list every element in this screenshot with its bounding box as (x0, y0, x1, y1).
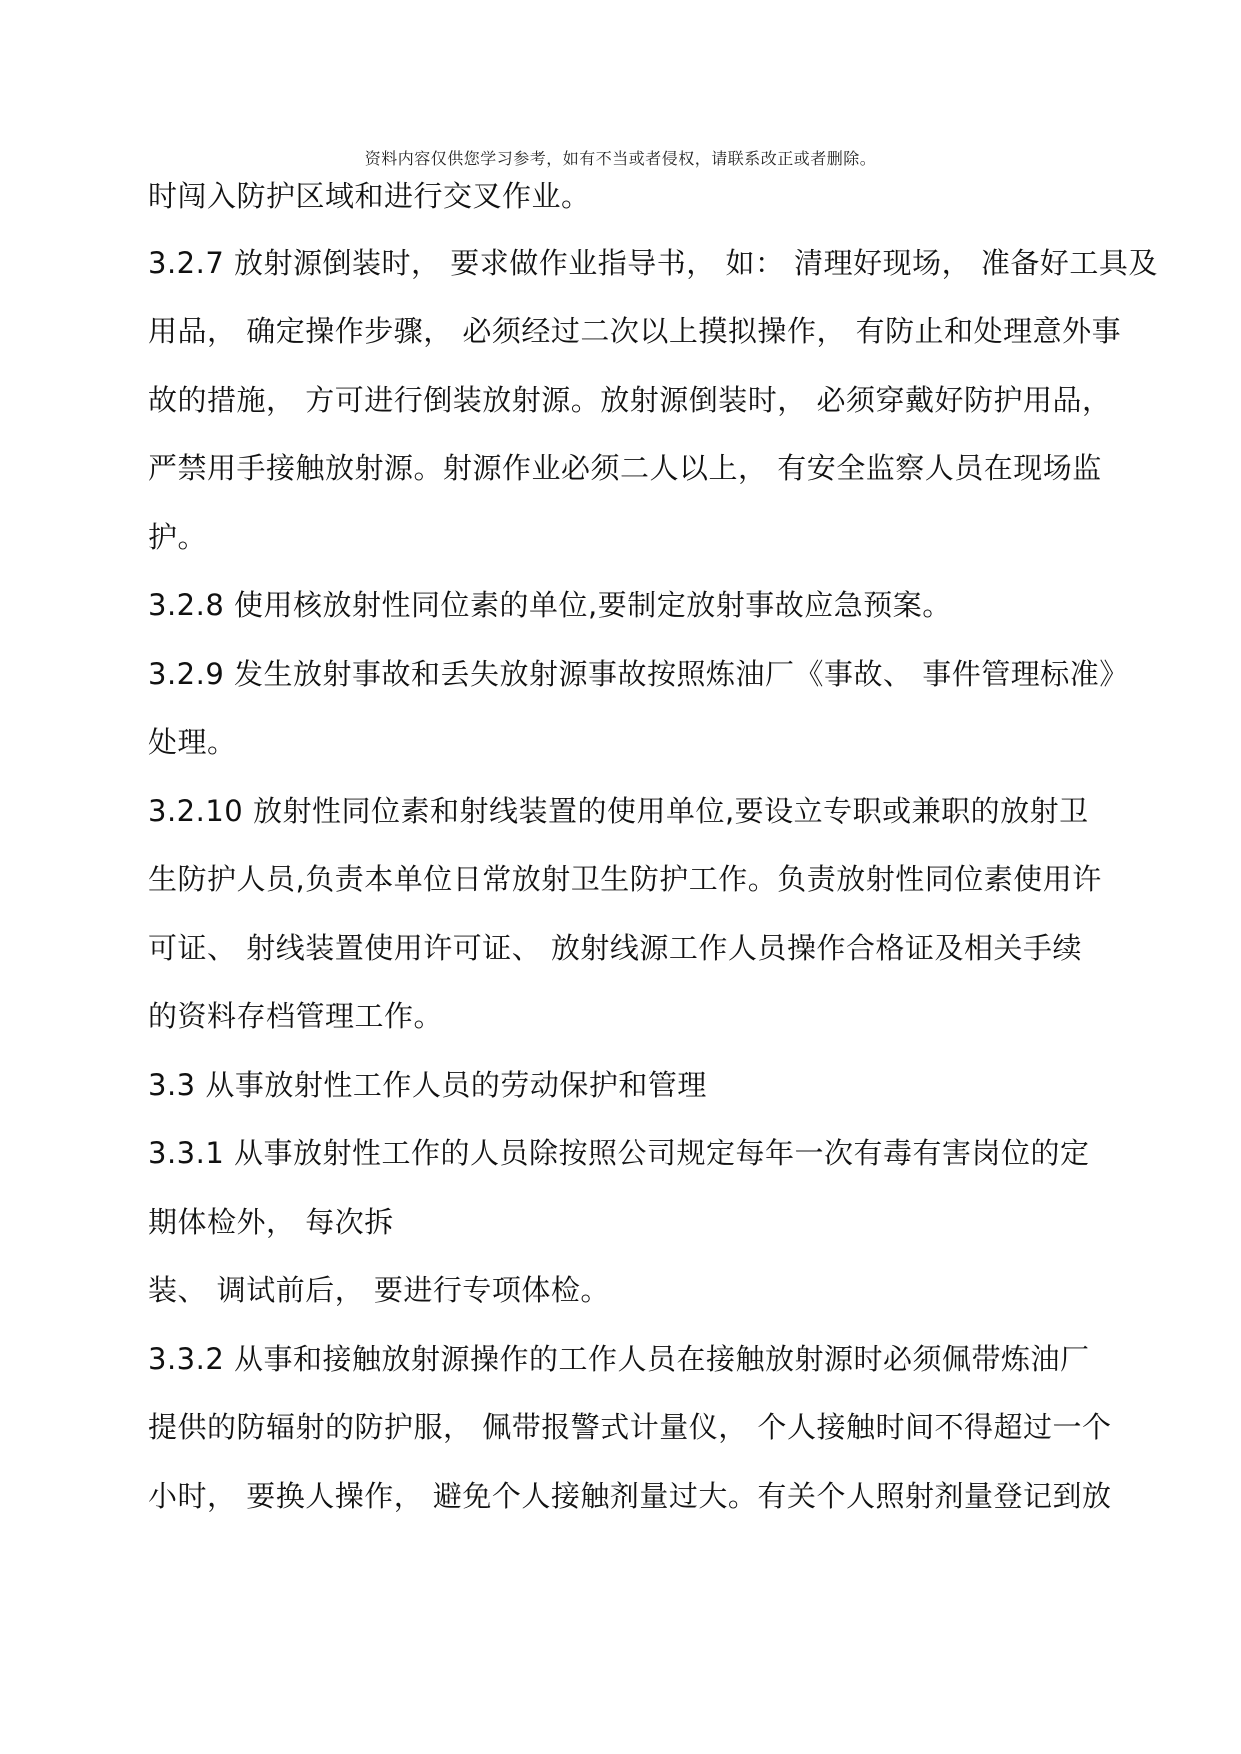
text-line: 3.3.1 从事放射性工作的人员除按照公司规定每年一次有毒有害岗位的定 (148, 1136, 1090, 1170)
text-line: 提供的防辐射的防护服， 佩带报警式计量仪， 个人接触时间不得超过一个 (148, 1410, 1112, 1444)
text-line: 3.2.10 放射性同位素和射线装置的使用单位,要设立专职或兼职的放射卫 (148, 794, 1089, 828)
text-line: 3.3.2 从事和接触放射源操作的工作人员在接触放射源时必须佩带炼油厂 (148, 1342, 1090, 1376)
text-line: 装、 调试前后， 要进行专项体检。 (148, 1273, 610, 1307)
text-line: 时闯入防护区域和进行交叉作业。 (148, 179, 591, 213)
section-heading: 3.3 从事放射性工作人员的劳动保护和管理 (148, 1068, 707, 1102)
text-line: 小时， 要换人操作， 避免个人接触剂量过大。有关个人照射剂量登记到放 (148, 1479, 1112, 1513)
text-line: 期体检外， 每次拆 (148, 1205, 394, 1239)
text-line: 故的措施， 方可进行倒装放射源。放射源倒装时， 必须穿戴好防护用品， (148, 383, 1112, 417)
text-line: 3.2.7 放射源倒装时， 要求做作业指导书， 如： 清理好现场， 准备好工具及 (148, 246, 1158, 280)
text-line: 3.2.9 发生放射事故和丢失放射源事故按照炼油厂《事故、 事件管理标准》 (148, 657, 1129, 691)
text-line: 生防护人员,负责本单位日常放射卫生防护工作。负责放射性同位素使用许 (148, 862, 1102, 896)
text-line: 处理。 (148, 725, 237, 759)
text-line: 可证、 射线装置使用许可证、 放射线源工作人员操作合格证及相关手续 (148, 931, 1082, 965)
text-line: 严禁用手接触放射源。射源作业必须二人以上， 有安全监察人员在现场监 (148, 451, 1102, 485)
disclaimer-header: 资料内容仅供您学习参考，如有不当或者侵权，请联系改正或者删除。 (364, 149, 877, 168)
text-line: 3.2.8 使用核放射性同位素的单位,要制定放射事故应急预案。 (148, 588, 952, 622)
text-line: 的资料存档管理工作。 (148, 999, 444, 1033)
text-line: 护。 (148, 520, 208, 554)
text-line: 用品， 确定操作步骤， 必须经过二次以上摸拟操作， 有防止和处理意外事 (148, 314, 1122, 348)
